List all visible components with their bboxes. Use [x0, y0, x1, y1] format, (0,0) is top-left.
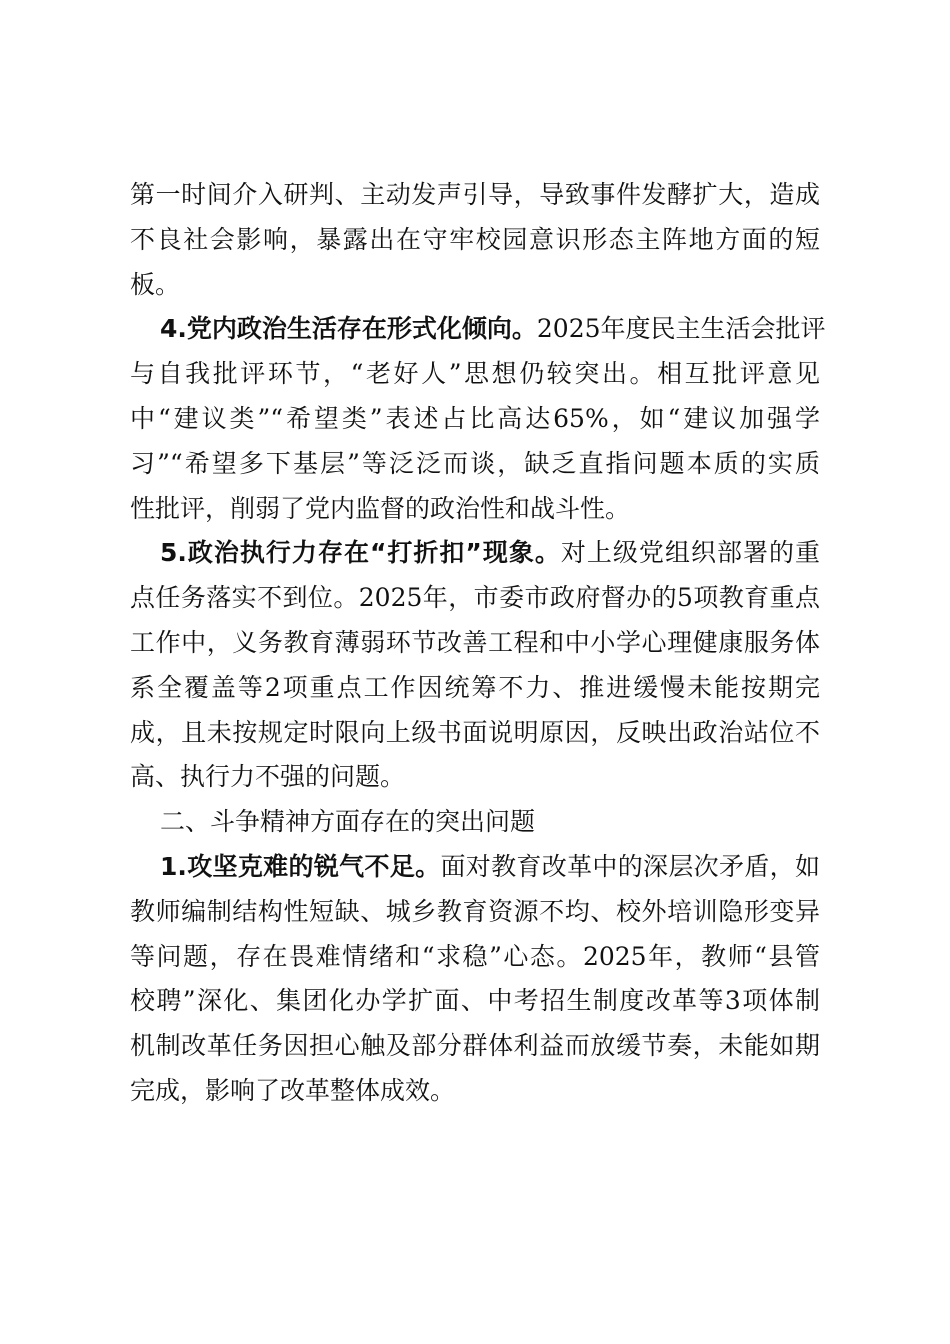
- text-line: [130, 263, 820, 308]
- line-text: 成，且未按规定时限向上级书面说明原因，反映出政治站位不: [130, 717, 820, 747]
- document-body: [130, 173, 826, 1114]
- text-line: [130, 621, 820, 666]
- line-text: 二、斗争精神方面存在的突出问题: [160, 807, 536, 837]
- text-line: [130, 487, 820, 532]
- text-line: [130, 935, 820, 980]
- text-line: [130, 711, 820, 756]
- section-heading: [130, 800, 820, 845]
- text-line: [130, 800, 820, 845]
- paragraph: [130, 531, 820, 800]
- paragraph: [130, 173, 820, 307]
- bold-lead: 5.政治执行力存在“打折扣”现象。: [160, 538, 561, 568]
- paragraph: [130, 845, 820, 1114]
- line-text: 中“建议类”“希望类”表述占比高达65%，如“建议加强学: [130, 403, 820, 433]
- line-text: 性批评，削弱了党内监督的政治性和战斗性。: [130, 493, 631, 523]
- line-text: 等问题，存在畏难情绪和“求稳”心态。2025年，教师“县管: [130, 941, 820, 971]
- line-text: 教师编制结构性短缺、城乡教育资源不均、校外培训隐形变异: [130, 896, 820, 926]
- line-text: 工作中，义务教育薄弱环节改善工程和中小学心理健康服务体: [130, 627, 820, 657]
- bold-lead: 1.攻坚克难的锐气不足。: [160, 851, 441, 881]
- text-line: [130, 666, 820, 711]
- text-line: [130, 352, 820, 397]
- line-text: 校聘”深化、集团化办学扩面、中考招生制度改革等3项体制: [130, 986, 820, 1016]
- text-line: [130, 307, 826, 352]
- text-line: [130, 890, 820, 935]
- line-text: 习”“希望多下基层”等泛泛而谈，缺乏直指问题本质的实质: [130, 448, 820, 478]
- line-text: 不良社会影响，暴露出在守牢校园意识形态主阵地方面的短: [130, 224, 820, 254]
- line-text: 点任务落实不到位。2025年，市委市政府督办的5项教育重点: [130, 583, 820, 613]
- text-line: [130, 218, 820, 263]
- line-text: 与自我批评环节，“老好人”思想仍较突出。相互批评意见: [130, 359, 820, 389]
- line-text: 高、执行力不强的问题。: [130, 762, 406, 792]
- text-line: [130, 755, 820, 800]
- text-line: [130, 173, 820, 218]
- text-line: [130, 845, 820, 890]
- line-text: 对上级党组织部署的重: [560, 538, 820, 568]
- text-line: [130, 442, 820, 487]
- text-line: [130, 1069, 820, 1114]
- text-line: [130, 531, 820, 576]
- text-line: [130, 1024, 820, 1069]
- text-line: [130, 576, 820, 621]
- text-line: [130, 979, 820, 1024]
- line-text: 系全覆盖等2项重点工作因统筹不力、推进缓慢未能按期完: [130, 672, 820, 702]
- line-text: 2025年度民主生活会批评: [536, 314, 826, 344]
- line-text: 面对教育改革中的深层次矛盾，如: [440, 851, 820, 881]
- line-text: 机制改革任务因担心触及部分群体利益而放缓节奏，未能如期: [130, 1031, 820, 1061]
- bold-lead: 4.党内政治生活存在形式化倾向。: [160, 314, 537, 344]
- text-line: [130, 397, 820, 442]
- line-text: 完成，影响了改革整体成效。: [130, 1075, 456, 1105]
- paragraph: [130, 307, 826, 531]
- line-text: 板。: [130, 269, 181, 299]
- line-text: 第一时间介入研判、主动发声引导，导致事件发酵扩大，造成: [130, 180, 820, 209]
